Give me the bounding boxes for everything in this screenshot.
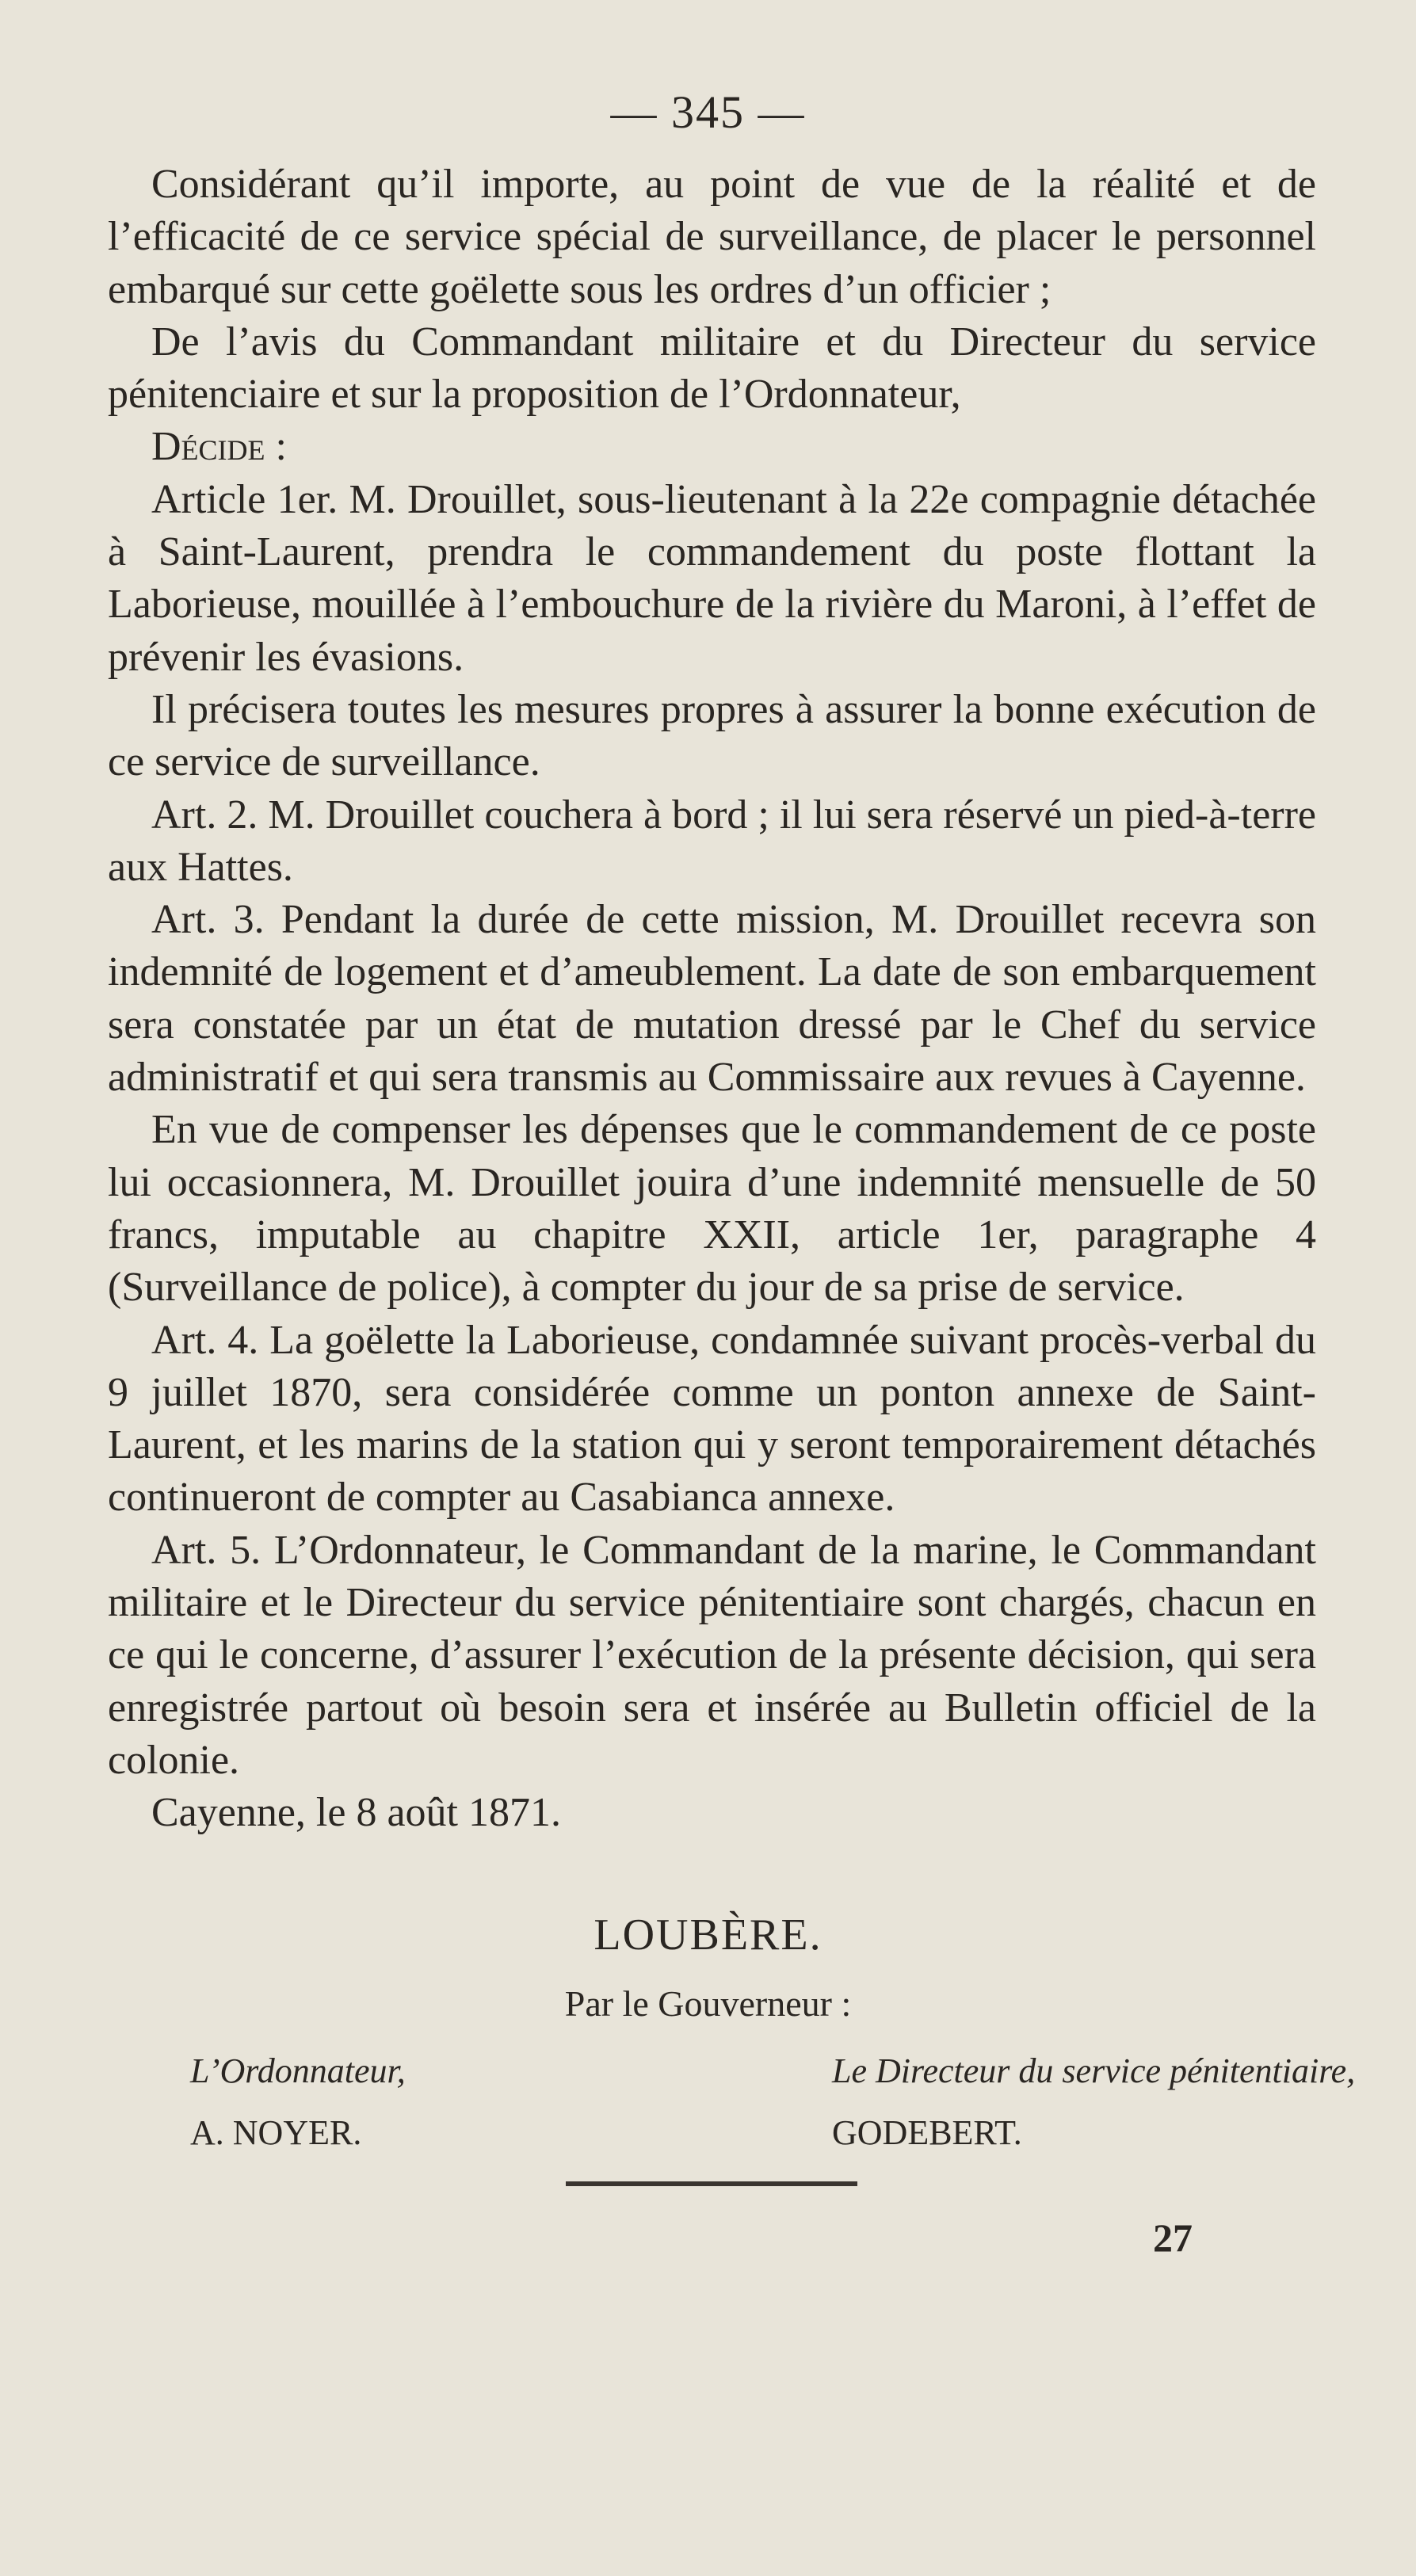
ordonnateur-name: A. NOYER. (190, 2113, 362, 2152)
page-number: — 345 — (610, 86, 806, 138)
ordonnateur-title: L’Ordonnateur, (190, 2051, 406, 2090)
decide-label: Décide : (151, 424, 287, 470)
paragraph-avis: De l’avis du Commandant militaire et du Directeur du service pénitenciaire et sur la proposition de l’Ordonnateur, (108, 319, 1316, 418)
article-1: Article 1er. M. Drouillet, sous-lieutenant à la 22e compagnie détachée à Saint-Laurent, prendra le commandement du poste flottant la Laborieuse, mouillée à l’embouchure de la rivière du Maroni, à l’effet de prévenir les évasions. (108, 476, 1316, 680)
article-5: Art. 5. L’Ordonnateur, le Commandant de la marine, le Commandant militaire et le Directeur du service pénitentiaire sont chargés, chacun en ce qui le concerne, d’assurer l’exécution de la présente décision, qui sera enregistrée partout où besoin sera et insérée au Bulletin officiel de la colonie. (108, 1527, 1316, 1783)
directeur-title: Le Directeur du service pénitentiaire, (832, 2051, 1356, 2090)
paragraph-considerant: Considérant qu’il importe, au point de vue de la réalité et de l’efficacité de ce service spécial de surveillance, de placer le personnel embarqué sur cette goëlette sous les ordres d’un officier ; (108, 162, 1316, 312)
signatory-name: LOUBÈRE. (593, 1910, 823, 1960)
article-2: Art. 2. M. Drouillet couchera à bord ; il lui sera réservé un pied-à-terre aux Hattes. (108, 792, 1316, 890)
body-text (108, 158, 1316, 1840)
place-date: Cayenne, le 8 août 1871. (151, 1790, 561, 1836)
closing-rule (566, 2181, 857, 2186)
article-3-indemnity: En vue de compenser les dépenses que le commandement de ce poste lui occasionnera, M. Drouillet jouira d’une indemnité mensuelle de 50 francs, imputable au chapitre XXII, article 1er, paragraphe 4 (Surveillance de police), à compter du jour de sa prise de service. (108, 1107, 1316, 1311)
par-le-gouverneur: Par le Gouverneur : (564, 1983, 852, 2024)
article-3: Art. 3. Pendant la durée de cette mission, M. Drouillet recevra son indemnité de logement et d’ameublement. La date de son embarquement sera constatée par un état de mutation dressé par le Chef du service administratif et qui sera transmis au Commissaire aux revues à Cayenne. (108, 897, 1316, 1101)
article-4: Art. 4. La goëlette la Laborieuse, condamnée suivant procès-verbal du 9 juillet 1870, sera considérée comme un ponton annexe de Saint-Laurent, et les marins de la station qui y seront temporairement détachés continueront de compter au Casabianca annexe. (108, 1317, 1316, 1521)
decide-heading (108, 421, 1316, 473)
article-1-continued: Il précisera toutes les mesures propres à assurer la bonne exécution de ce service de surveillance. (108, 686, 1316, 785)
directeur-name: GODEBERT. (832, 2113, 1022, 2152)
folio-number: 27 (1153, 2215, 1193, 2260)
